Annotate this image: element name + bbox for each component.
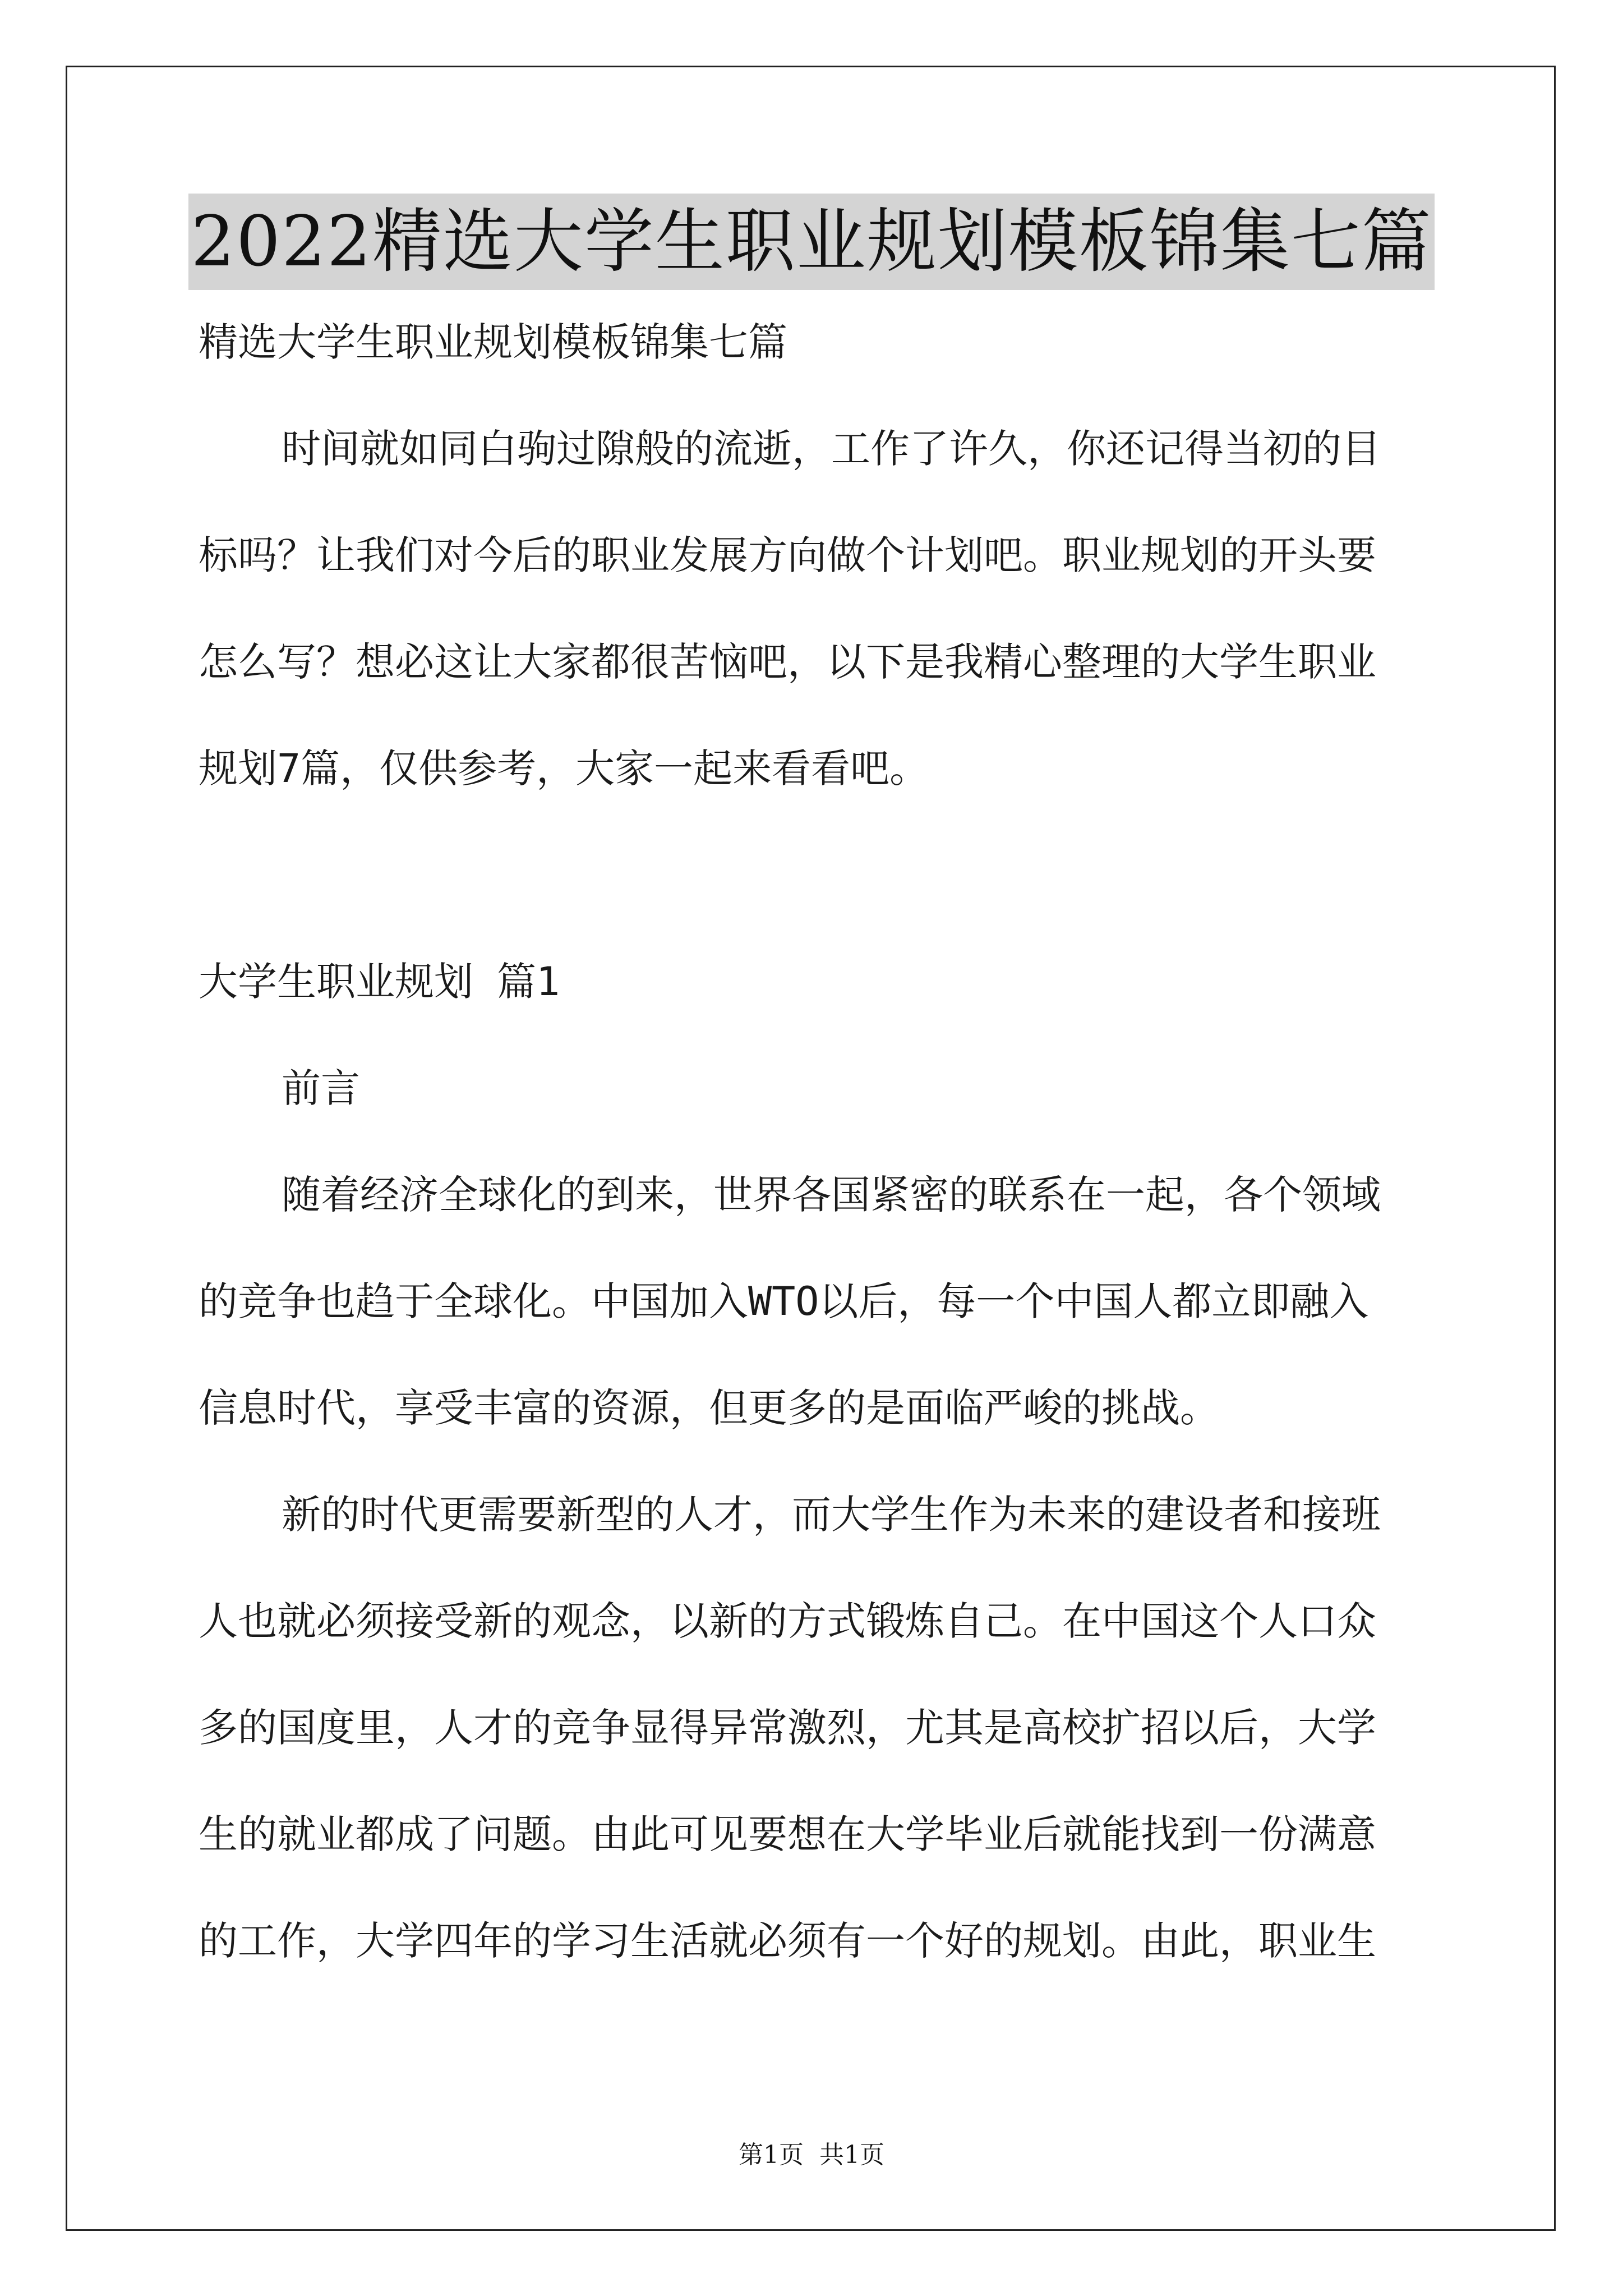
paragraph-line: 怎么写？想必这让大家都很苦恼吧，以下是我精心整理的大学生职业 — [199, 639, 1376, 685]
document-title: 2022精选大学生职业规划模板锦集七篇 — [188, 194, 1435, 290]
paragraph-line: 规划7篇，仅供参考，大家一起来看看吧。 — [199, 746, 929, 792]
paragraph-line: 标吗？让我们对今后的职业发展方向做个计划吧。职业规划的开头要 — [199, 532, 1376, 578]
document-body — [199, 314, 1432, 2019]
section-subheading: 前言 — [282, 1065, 360, 1111]
paragraph-line: 随着经济全球化的到来，世界各国紧密的联系在一起，各个领域 — [282, 1172, 1381, 1218]
paragraph-line: 新的时代更需要新型的人才，而大学生作为未来的建设者和接班 — [282, 1492, 1381, 1538]
paragraph-line: 人也就必须接受新的观念，以新的方式锻炼自己。在中国这个人口众 — [199, 1598, 1376, 1644]
paragraph-line: 的工作，大学四年的学习生活就必须有一个好的规划。由此，职业生 — [199, 1918, 1376, 1964]
section-heading: 大学生职业规划 篇1 — [199, 959, 560, 1005]
paragraph-line: 多的国度里，人才的竞争显得异常激烈，尤其是高校扩招以后，大学 — [199, 1705, 1376, 1751]
subtitle-line: 精选大学生职业规划模板锦集七篇 — [199, 319, 787, 365]
page-number-footer: 第1页 共1页 — [739, 2141, 884, 2169]
paragraph-line: 时间就如同白驹过隙般的流逝，工作了许久，你还记得当初的目 — [282, 426, 1381, 472]
paragraph-line: 的竞争也趋于全球化。中国加入WTO以后，每一个中国人都立即融入 — [199, 1278, 1369, 1324]
paragraph-line: 信息时代，享受丰富的资源，但更多的是面临严峻的挑战。 — [199, 1385, 1219, 1431]
title-area — [0, 194, 1623, 290]
paragraph-line: 生的就业都成了问题。由此可见要想在大学毕业后就能找到一份满意 — [199, 1811, 1376, 1857]
